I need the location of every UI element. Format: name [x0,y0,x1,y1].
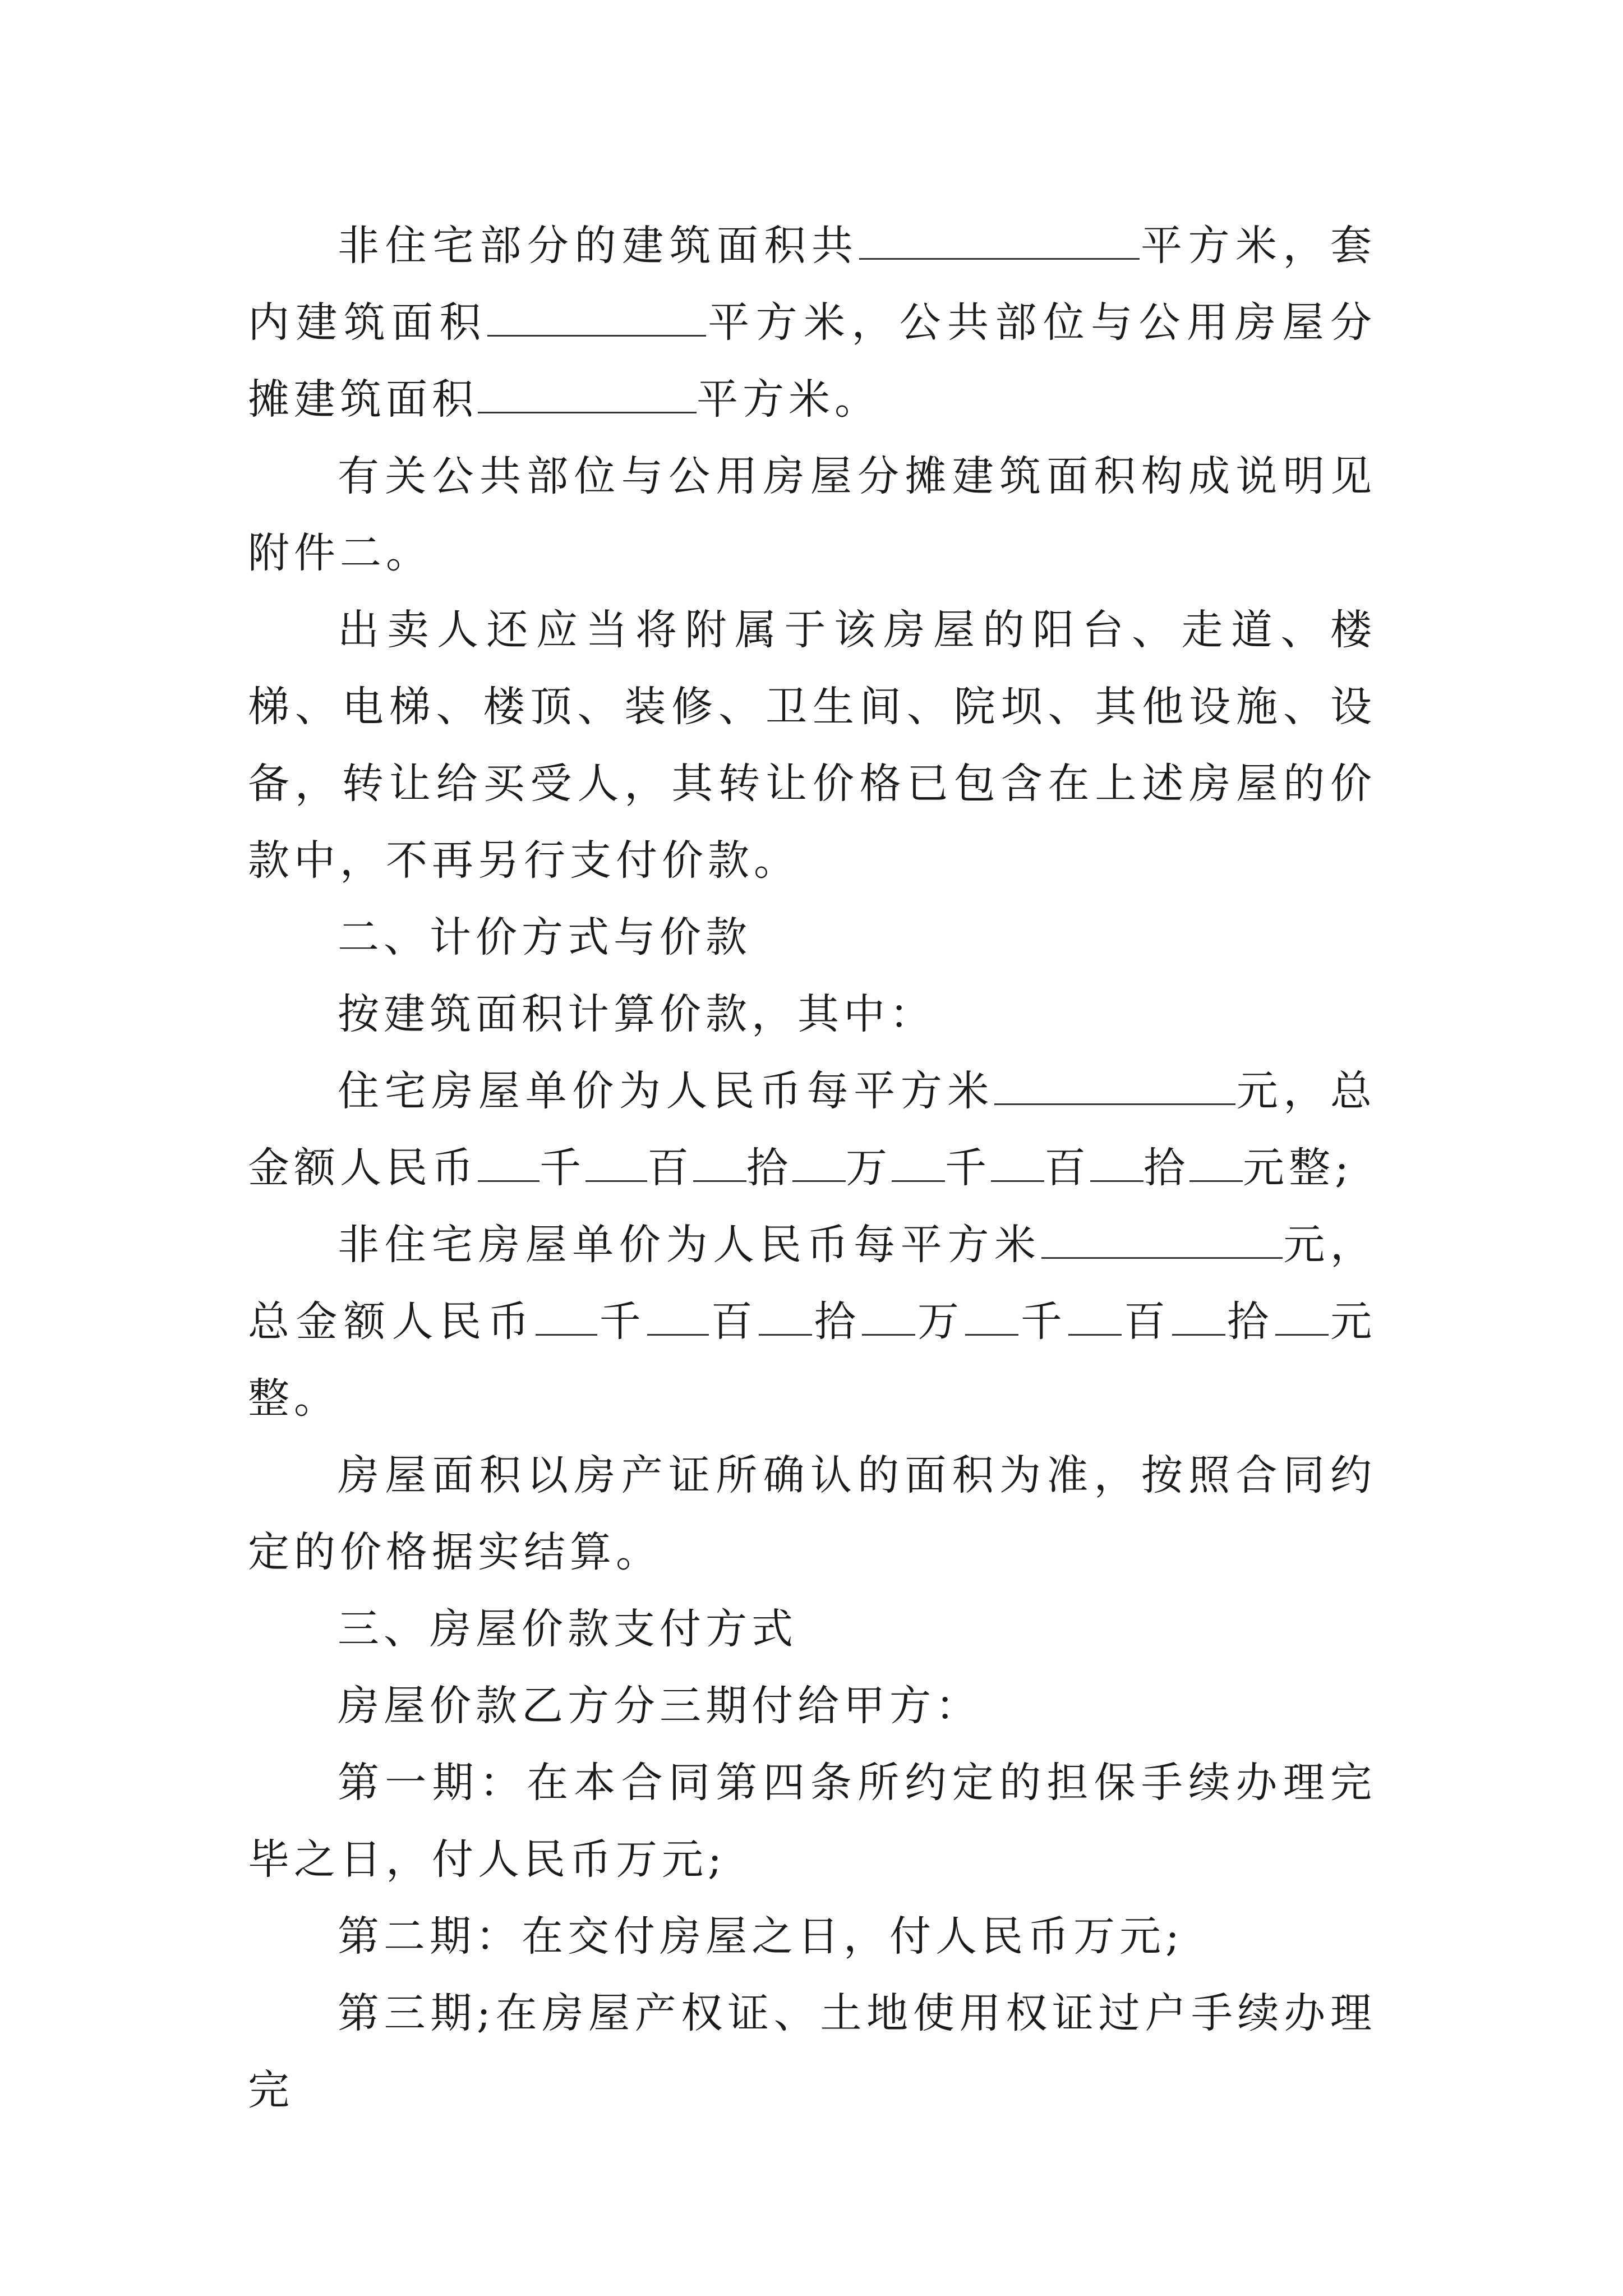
blank-amount-digit[interactable] [536,1299,597,1336]
unit-label: 百 [1122,1297,1172,1346]
unit-label: 拾 [746,1144,792,1192]
unit-label: 百 [647,1144,693,1192]
unit-label: 拾 [1225,1297,1275,1346]
unit-label: 拾 [1144,1144,1189,1192]
text-segment: 平方米，公共部位与公用房屋分摊建筑面积 [248,298,1376,424]
unit-label: 千 [597,1297,648,1346]
paragraph-shared-area-note: 有关公共部位与公用房屋分摊建筑面积构成说明见附件二。 [248,452,1376,577]
paragraph-installment-2: 第二期：在交付房屋之日，付人民币万元; [338,1912,1184,1961]
unit-label: 百 [1044,1144,1090,1192]
blank-amount-digit[interactable] [1172,1299,1225,1336]
blank-amount-digit[interactable] [965,1299,1018,1336]
paragraph-attached-facilities: 出卖人还应当将附属于该房屋的阳台、走道、楼梯、电梯、楼顶、装修、卫生间、院坝、其他设施、设备，转让给买受人，其转让价格已包含在上述房屋的价款中，不再另行支付价款。 [248,606,1376,885]
unit-label: 千 [945,1144,991,1192]
unit-label: 万 [846,1144,892,1192]
text-segment: 元整。 [248,1297,1377,1423]
text-segment: 非住宅部分的建筑面积共 [338,222,859,270]
paragraph-pricing-basis: 按建筑面积计算价款，其中： [338,990,935,1038]
blank-amount-digit[interactable] [1068,1299,1122,1336]
paragraph-installment-1: 第一期：在本合同第四条所约定的担保手续办理完毕之日，付人民币万元; [248,1759,1376,1884]
blank-amount-digit[interactable] [1189,1145,1243,1182]
paragraph-non-residential-area [248,208,1376,438]
text-segment: 平方米，套内建筑面积 [248,222,1376,347]
blank-amount-digit[interactable] [585,1145,647,1182]
blank-amount-digit[interactable] [759,1299,812,1336]
text-segment: 元整; [1243,1144,1353,1192]
blank-residential-unit-price[interactable] [994,1069,1235,1105]
paragraph-non-residential-price [248,1207,1376,1437]
text-segment: 元，总金额人民币 [248,1221,1377,1346]
unit-label: 百 [709,1297,759,1346]
blank-amount-digit[interactable] [1275,1299,1329,1336]
blank-amount-digit[interactable] [792,1145,846,1182]
blank-non-residential-unit-price[interactable] [1041,1222,1283,1259]
blank-inner-area[interactable] [487,300,706,337]
blank-amount-digit[interactable] [892,1145,945,1182]
blank-amount-digit[interactable] [862,1299,915,1336]
unit-label: 万 [915,1297,966,1346]
text-segment: 元，总金额人民币 [248,1067,1377,1192]
blank-amount-digit[interactable] [647,1299,709,1336]
paragraph-residential-price [248,1053,1376,1207]
paragraph-area-settlement: 房屋面积以房产证所确认的面积为准，按照合同约定的价格据实结算。 [248,1451,1376,1576]
blank-amount-digit[interactable] [478,1145,540,1182]
unit-label: 千 [540,1144,585,1192]
unit-label: 拾 [812,1297,863,1346]
blank-amount-digit[interactable] [991,1145,1044,1182]
paragraph-payment-installments: 房屋价款乙方分三期付给甲方： [338,1682,981,1730]
section-heading-payment: 三、房屋价款支付方式 [338,1605,797,1653]
unit-label: 千 [1018,1297,1069,1346]
blank-amount-digit[interactable] [693,1145,746,1182]
section-heading-pricing: 二、计价方式与价款 [338,913,751,961]
blank-total-area[interactable] [859,223,1140,260]
text-segment: 平方米。 [697,375,880,424]
contract-body [248,208,1376,2129]
text-segment: 住宅房屋单价为人民币每平方米 [338,1067,995,1115]
blank-amount-digit[interactable] [1090,1145,1144,1182]
text-segment: 非住宅房屋单价为人民币每平方米 [338,1221,1041,1269]
paragraph-installment-3: 第三期;在房屋产权证、土地使用权证过户手续办理完 [248,1989,1376,2114]
blank-shared-area[interactable] [478,377,697,413]
